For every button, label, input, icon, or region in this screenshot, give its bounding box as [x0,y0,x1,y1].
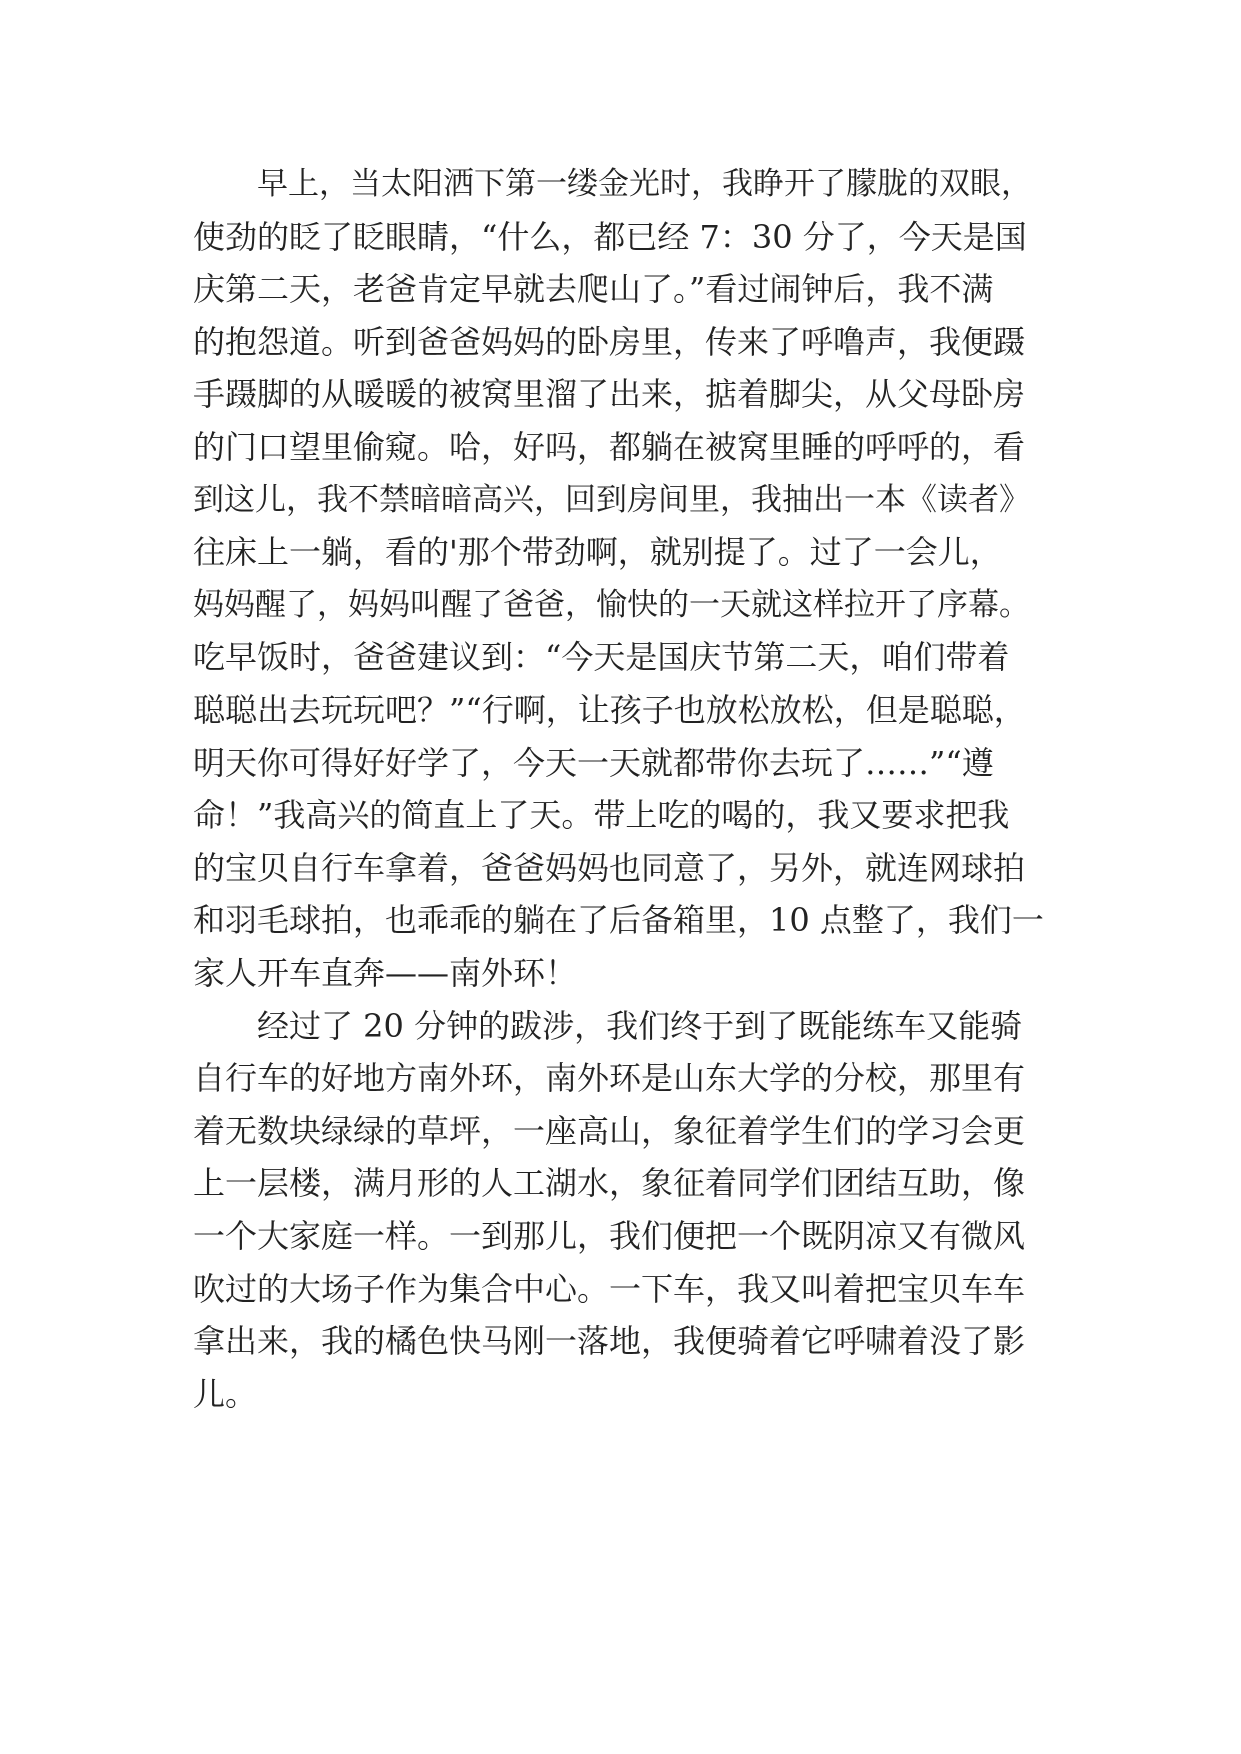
text-line: 儿。 [193,1375,258,1413]
text-line: 上一层楼，满月形的人工湖水，象征着同学们团结互助，像 [193,1164,1026,1202]
text-line: 的门口望里偷窥。哈，好吗，都躺在被窝里睡的呼呼的，看 [193,428,1026,466]
text-line: 着无数块绿绿的草坪，一座高山，象征着学生们的学习会更 [193,1112,1026,1150]
text-line: 明天你可得好好学了，今天一天就都带你去玩了……”“遵 [193,744,994,782]
text-line: 拿出来，我的橘色快马刚一落地，我便骑着它呼啸着没了影 [193,1322,1026,1360]
text-line: 吃早饭时，爸爸建议到：“今天是国庆节第二天，咱们带着 [193,638,1010,676]
text-line: 使劲的眨了眨眼睛，“什么，都已经 7：30 分了，今天是国 [193,218,1027,256]
text-line: 和羽毛球拍，也乖乖的躺在了后备箱里，10 点整了，我们一 [193,901,1044,939]
text-line: 家人开车直奔——南外环！ [193,954,578,992]
text-line: 妈妈醒了，妈妈叫醒了爸爸，愉快的一天就这样拉开了序幕。 [193,587,1030,623]
text-line: 命！”我高兴的简直上了天。带上吃的喝的，我又要求把我 [193,796,1010,834]
text-line: 早上，当太阳洒下第一缕金光时，我睁开了朦胧的双眼， [257,166,1032,202]
text-line: 往床上一躺，看的'那个带劲啊，就别提了。过了一会儿， [193,533,1002,571]
text-line: 手蹑脚的从暖暖的被窝里溜了出来，掂着脚尖，从父母卧房 [193,375,1026,413]
text-line: 吹过的大场子作为集合中心。一下车，我又叫着把宝贝车车 [193,1270,1026,1308]
text-line: 到这儿，我不禁暗暗高兴，回到房间里，我抽出一本《读者》 [193,482,1030,518]
text-line: 的宝贝自行车拿着，爸爸妈妈也同意了，另外，就连网球拍 [193,849,1026,887]
text-line: 自行车的好地方南外环，南外环是山东大学的分校，那里有 [193,1059,1026,1097]
text-line: 的抱怨道。听到爸爸妈妈的卧房里，传来了呼噜声，我便蹑 [193,323,1026,361]
text-line: 聪聪出去玩玩吧？”“行啊，让孩子也放松放松，但是聪聪， [193,691,1026,729]
text-line: 经过了 20 分钟的跋涉，我们终于到了既能练车又能骑 [257,1007,1023,1045]
text-line: 庆第二天，老爸肯定早就去爬山了。”看过闹钟后，我不满 [193,270,994,308]
text-line: 一个大家庭一样。一到那儿，我们便把一个既阴凉又有微风 [193,1217,1026,1255]
